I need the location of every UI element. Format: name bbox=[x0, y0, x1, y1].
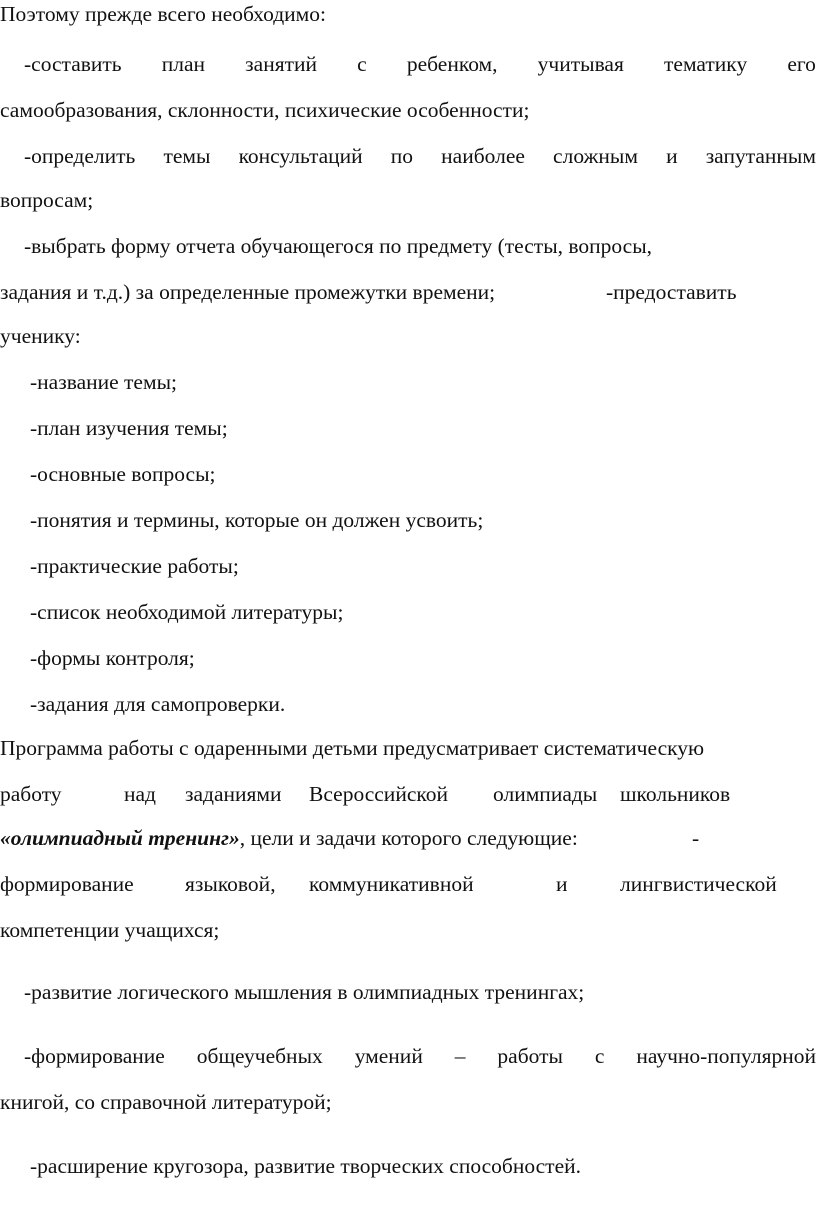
word: языковой, bbox=[185, 872, 276, 896]
word: ребенком, bbox=[406, 52, 498, 76]
paragraph-2-line-2: вопросам; bbox=[0, 188, 94, 212]
word: -формирование bbox=[24, 1044, 165, 1068]
goal-3: -расширение кругозора, развитие творческих способностей. bbox=[30, 1154, 581, 1178]
word: и bbox=[556, 872, 568, 896]
word: сложным bbox=[553, 144, 638, 168]
word: заданиями bbox=[185, 782, 282, 806]
paragraph-3-text-right: -предоставить bbox=[606, 280, 737, 304]
program-text: , цели и задачи которого следующие: bbox=[239, 826, 578, 850]
word: -определить bbox=[24, 144, 136, 168]
list-item: -понятия и термины, которые он должен усвоить; bbox=[30, 508, 484, 532]
word: план bbox=[161, 52, 206, 76]
word: и bbox=[666, 144, 678, 168]
word: работу bbox=[0, 782, 62, 806]
dash: - bbox=[692, 826, 700, 850]
paragraph-2-line-1 bbox=[24, 146, 816, 168]
goal-2-line-1 bbox=[24, 1046, 816, 1068]
word: научно-популярной bbox=[636, 1044, 816, 1068]
paragraph-3-text: задания и т.д.) за определенные промежутки времени; bbox=[0, 280, 496, 304]
word: наиболее bbox=[441, 144, 525, 168]
paragraph-3-line-1: -выбрать форму отчета обучающегося по предмету (тесты, вопросы, bbox=[24, 234, 653, 258]
paragraph-1-line-1 bbox=[24, 54, 816, 76]
paragraph-3-line-2 bbox=[0, 282, 816, 304]
word: Всероссийской bbox=[309, 782, 448, 806]
word: лингвистической bbox=[620, 872, 777, 896]
word: с bbox=[594, 1044, 605, 1068]
olympiad-training-emphasis: «олимпиадный тренинг» bbox=[0, 826, 240, 850]
list-item: -список необходимой литературы; bbox=[30, 600, 344, 624]
program-line-3 bbox=[0, 828, 816, 850]
word: формирование bbox=[0, 872, 134, 896]
list-item: -практические работы; bbox=[30, 554, 239, 578]
word: темы bbox=[163, 144, 211, 168]
word: с bbox=[357, 52, 367, 76]
intro-line: Поэтому прежде всего необходимо: bbox=[0, 2, 326, 26]
word: умений bbox=[354, 1044, 423, 1068]
list-item: -задания для самопроверки. bbox=[30, 692, 286, 716]
word: -составить bbox=[24, 52, 122, 76]
list-item: -план изучения темы; bbox=[30, 416, 228, 440]
word: школьников bbox=[620, 782, 731, 806]
word: общеучебных bbox=[196, 1044, 323, 1068]
list-item: -название темы; bbox=[30, 370, 178, 394]
program-line-5: компетенции учащихся; bbox=[0, 918, 220, 942]
goal-1: -развитие логического мышления в олимпиадных тренингах; bbox=[24, 980, 585, 1004]
word: консультаций bbox=[238, 144, 363, 168]
list-item: -формы контроля; bbox=[30, 646, 195, 670]
paragraph-1-line-2: самообразования, склонности, психические особенности; bbox=[0, 98, 530, 122]
program-line-1: Программа работы с одаренными детьми предусматривает систематическую bbox=[0, 736, 705, 760]
word: над bbox=[124, 782, 156, 806]
paragraph-3-line-3: ученику: bbox=[0, 324, 81, 348]
word: коммуникативной bbox=[309, 872, 474, 896]
word: работы bbox=[497, 1044, 563, 1068]
word: занятий bbox=[245, 52, 318, 76]
word: запутанным bbox=[705, 144, 816, 168]
word: – bbox=[454, 1044, 466, 1068]
word: учитывая bbox=[537, 52, 624, 76]
word: его bbox=[787, 52, 816, 76]
word: олимпиады bbox=[493, 782, 598, 806]
word: по bbox=[390, 144, 414, 168]
goal-2-line-2: книгой, со справочной литературой; bbox=[0, 1090, 332, 1114]
word: тематику bbox=[664, 52, 748, 76]
list-item: -основные вопросы; bbox=[30, 462, 216, 486]
